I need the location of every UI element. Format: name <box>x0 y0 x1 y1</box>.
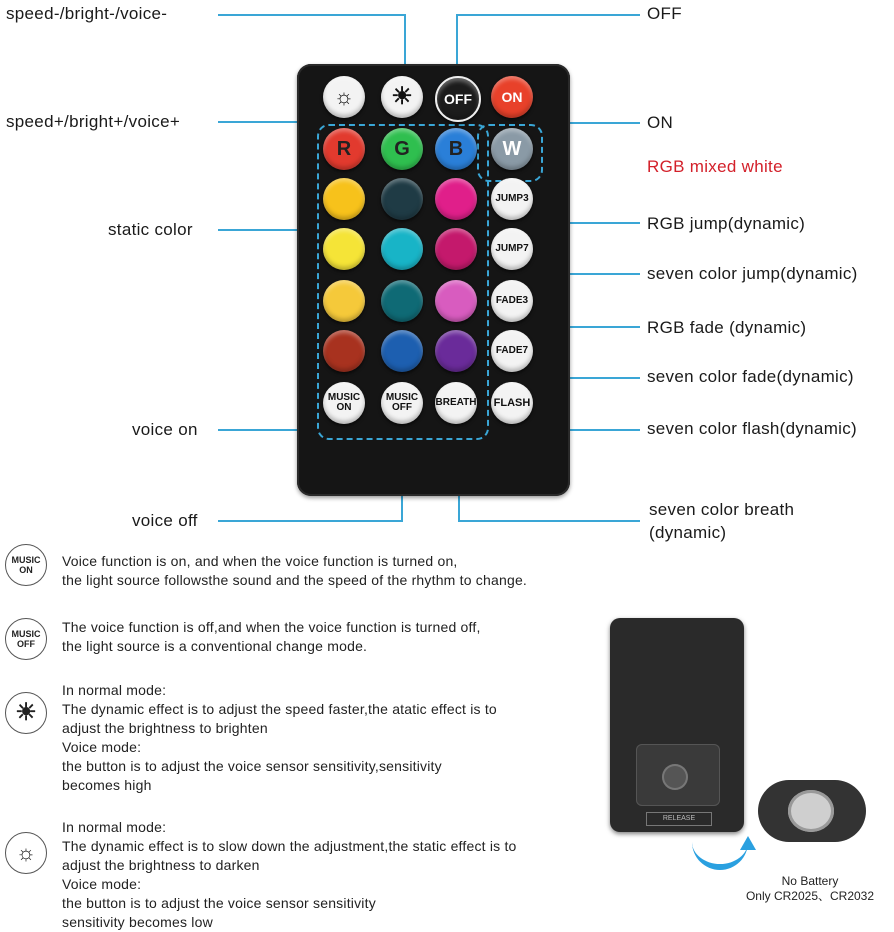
label-seven-fade: seven color fade(dynamic) <box>647 367 854 386</box>
coin-battery-icon <box>788 790 834 832</box>
color-button[interactable] <box>381 330 423 372</box>
label-voice-on: voice on <box>132 420 198 439</box>
color-button[interactable] <box>435 228 477 270</box>
no-battery-note: No Battery Only CR2025、CR2032 <box>745 874 875 903</box>
speed-up-description: In normal mode: The dynamic effect is to adjust the speed faster,the atatic effect is to adjust the brightness to brighten Voice mode: the button is to adjust the voice sensor sensitivity,sensitivity becomes high <box>62 682 497 793</box>
label-voice-off: voice off <box>132 511 198 530</box>
fade7-button[interactable]: FADE7 <box>491 330 533 372</box>
label-speed-down: speed-/bright-/voice- <box>6 4 168 23</box>
breath-button[interactable]: BREATH <box>435 382 477 424</box>
speed-down-description: In normal mode: The dynamic effect is to slow down the adjustment,the static effect is to adjust the brightness to darken Voice mode: the button is to adjust the voice sensor sensitivity sensitivity becomes low <box>62 819 517 930</box>
blue-button[interactable]: B <box>435 128 477 170</box>
brighten-sun-icon: ☀ <box>5 692 47 734</box>
off-button[interactable]: OFF <box>435 76 481 122</box>
on-button[interactable]: ON <box>491 76 533 118</box>
color-button[interactable] <box>381 228 423 270</box>
speed-up-button[interactable] <box>381 76 423 118</box>
remote-back-photo <box>610 618 744 832</box>
music-on-label: MUSIC <box>327 392 361 403</box>
label-seven-jump: seven color jump(dynamic) <box>647 264 858 283</box>
color-button[interactable] <box>381 280 423 322</box>
label-rgb-jump: RGB jump(dynamic) <box>647 214 806 233</box>
color-button[interactable] <box>435 330 477 372</box>
label-seven-breath-dynamic: (dynamic) <box>649 523 727 542</box>
color-button[interactable] <box>435 280 477 322</box>
flash-button[interactable]: FLASH <box>491 382 533 424</box>
sun-small-icon: ☼ <box>333 84 355 109</box>
label-static-color: static color <box>108 220 193 239</box>
remote-control <box>297 64 570 496</box>
white-button[interactable]: W <box>491 128 533 170</box>
battery-slot-icon <box>662 764 688 790</box>
label-seven-flash: seven color flash(dynamic) <box>647 419 857 438</box>
darken-sun-icon: ☼ <box>5 832 47 874</box>
music-on-button[interactable] <box>323 382 365 424</box>
jump7-button[interactable]: JUMP7 <box>491 228 533 270</box>
jump3-button[interactable]: JUMP3 <box>491 178 533 220</box>
music-on-label: ON <box>336 402 352 413</box>
label-seven-breath: seven color breath <box>649 500 795 519</box>
release-label: RELEASE <box>646 812 712 826</box>
speed-down-button[interactable] <box>323 76 365 118</box>
sun-large-icon: ☀ <box>391 83 413 110</box>
battery-cell-photo <box>758 780 866 842</box>
music-off-description: The voice function is off,and when the voice function is turned off, the light source is a conventional change mode. <box>62 619 481 654</box>
color-button[interactable] <box>323 330 365 372</box>
green-button[interactable]: G <box>381 128 423 170</box>
label-speed-up: speed+/bright+/voice+ <box>6 112 181 131</box>
red-button[interactable]: R <box>323 128 365 170</box>
label-rgb-fade: RGB fade (dynamic) <box>647 318 807 337</box>
color-button[interactable] <box>323 178 365 220</box>
music-off-button[interactable] <box>381 382 423 424</box>
music-on-description: Voice function is on, and when the voice function is turned on, the light source followsthe sound and the speed of the rhythm to change. <box>62 553 528 588</box>
color-button[interactable] <box>435 178 477 220</box>
music-off-icon: MUSIC OFF <box>5 618 47 660</box>
music-off-label: MUSIC <box>385 392 419 403</box>
label-off: OFF <box>647 4 682 23</box>
music-off-label: OFF <box>392 402 412 413</box>
arrow-head-icon <box>740 836 756 850</box>
label-on: ON <box>647 113 674 132</box>
color-button[interactable] <box>323 280 365 322</box>
label-rgb-mixed-white: RGB mixed white <box>647 157 783 176</box>
fade3-button[interactable]: FADE3 <box>491 280 533 322</box>
color-button[interactable] <box>381 178 423 220</box>
music-on-icon: MUSIC ON <box>5 544 47 586</box>
color-button[interactable] <box>323 228 365 270</box>
